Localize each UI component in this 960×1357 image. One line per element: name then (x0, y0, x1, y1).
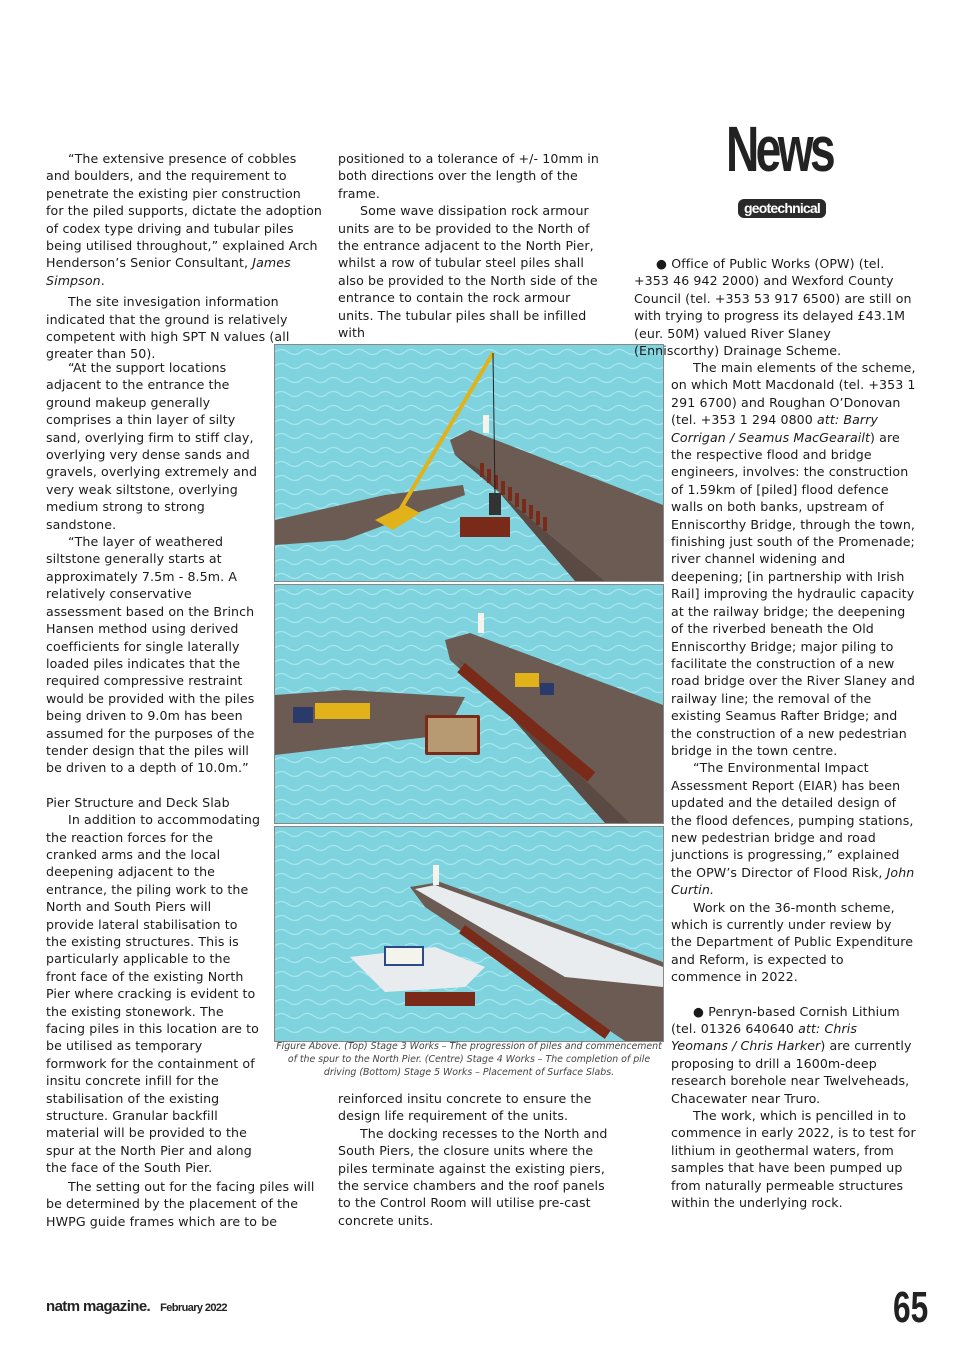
paragraph: The docking recesses to the North and South Piers, the closure units where the piles terminate against the existing piers, the service chambers and the roof panels to the Control Room will utilise pre-cast concrete units. (338, 1125, 608, 1228)
paragraph: positioned to a tolerance of +/- 10mm in both directions over the length of the frame. (338, 151, 599, 201)
section-title: News (726, 113, 832, 185)
paragraph: The site invesigation information indicated that the ground is relatively competent with high SPT N values (all greater than 50). (46, 294, 290, 362)
column-1-wrap (46, 359, 264, 1177)
bullet-item: ● Penryn-based Cornish Lithium (tel. 01326 640640 att: Chris Yeomans / Chris Harker) are currently proposing to drill a 1600m-deep research borehole near Twelveheads, Chacewater near Truro. (671, 1003, 912, 1106)
person-name: John Curtin. (671, 864, 915, 898)
bullet-icon: ● (656, 256, 668, 271)
paragraph: In addition to accommodating the reaction forces for the cranked arms and the local deepening adjacent to the entrance, the piling work to the North and South Piers will provide lateral stabilisation to the existing structures. This is particularly applicable to the front face of the existing North Pier where cracking is evident to the existing stonework. The facing piles in this location are to be utilised as temporary formwork for the containment of insitu concrete infill for the stabilisation of the existing structure. Granular backfill material will be provided to the spur at the North Pier and along the face of the South Pier. (46, 812, 261, 1176)
stage-5-image (274, 826, 664, 1042)
bullet-icon: ● (693, 1003, 705, 1019)
footer-masthead (46, 1298, 227, 1315)
issue-date: February 2022 (160, 1302, 227, 1314)
stage-3-image (274, 344, 664, 582)
column-1-top (46, 150, 322, 363)
bullet-item: ● Office of Public Works (OPW) (tel. +353 46 942 2000) and Wexford County Council (tel. +353 53 917 6500) are still on with trying to progress its delayed £43.1M (eur. 50M) valued River Slaney (Enniscorthy) Drainage Scheme. (634, 256, 912, 359)
stage-4-image (274, 584, 664, 824)
paragraph: The main elements of the scheme, on which Mott Macdonald (tel. +353 1 291 6700) and Roughan O’Donovan (tel. +353 1 294 0800 att: Barry Corrigan / Seamus MacGearailt) are the respective flood and bridge engineers, involves: the construction of 1.59km of [piled] flood defence walls on both banks, upstream of Enniscorthy Bridge, through the town, finishing just south of the Promenade; river channel widening and deepening; [in partnership with Irish Rail] improving the hydraulic capacity at the railway bridge; the deepening of the riverbed beneath the Old Enniscorthy Bridge; major piling to facilitate the construction of a new road bridge over the River Slaney and railway line; the removal of the existing Seamus Rafter Bridge; and the construction of a new pedestrian bridge in the town centre. (671, 360, 916, 758)
paragraph: reinforced insitu concrete to ensure the design life requirement of the units. (338, 1091, 592, 1124)
figure-piling-stages (274, 344, 664, 1044)
column-2-top (338, 150, 610, 341)
column-1-bottom (46, 1178, 318, 1230)
paragraph: “The extensive presence of cobbles and boulders, and the requirement to penetrate the existing pier construction for the piled supports, dictate the adoption of codex type driving and tubular piles being utilised throughout,” explained Arch Henderson’s Senior Consultant, James Simpson. (46, 151, 323, 288)
paragraph: The setting out for the facing piles will be determined by the placement of the HWPG guide frames which are to be (46, 1179, 315, 1229)
page-number: 65 (893, 1283, 929, 1332)
figure-caption: Figure Above. (Top) Stage 3 Works – The progression of piles and commencement of the spur to the North Pier. (Centre) Stage 4 Works – The completion of pile driving (Bottom) Stage 5 Works – Placement of Surface Slabs. (276, 1041, 662, 1078)
magazine-name: natm magazine. (46, 1298, 151, 1315)
paragraph: The work, which is pencilled in to commence in early 2022, is to test for lithium in geothermal waters, from samples that have been pumped up from naturally permeable structures within the underlying rock. (671, 1108, 916, 1211)
column-3-top (634, 255, 916, 359)
category-badge: geotechnical (738, 199, 826, 218)
paragraph: “The Environmental Impact Assessment Report (EIAR) has been updated and the detailed design of the flood defences, pumping stations, new pedestrian bridge and road junctions is progressing,” explained the OPW’s Director of Flood Risk, John Curtin. (671, 760, 915, 898)
paragraph: Work on the 36-month scheme, which is currently under review by the Department of Public Expenditure and Reform, is expected to commence in 2022. (671, 899, 914, 985)
person-name: James Simpson (46, 255, 291, 288)
column-2-bottom (338, 1090, 610, 1229)
paragraph: Some wave dissipation rock armour units are to be provided to the North of the entrance adjacent to the North Pier, whilst a row of tubular steel piles shall also be provided to the North side of the entrance to contain the rock armour units. The tubular piles shall be infilled with (338, 203, 598, 341)
paragraph: “The layer of weathered siltstone generally starts at approximately 7.5m - 8.5m. A relatively conservative assessment based on the Brinch Hansen method using derived coefficients for single laterally loaded piles indicates that the required compressive restraint would be provided with the piles being driven to 9.0m has been assumed for the purposes of the tender design that the piles will be driven to a depth of 10.0m.” (46, 534, 255, 776)
column-3-wrap (671, 359, 916, 1212)
paragraph: “At the support locations adjacent to the entrance the ground makeup generally comprises a thin layer of silty sand, overlying firm to stiff clay, overlying very dense sands and gravels, overlying extremely and very weak siltstone, overlying medium strong to strong sandstone. (46, 360, 258, 532)
subheading: Pier Structure and Deck Slab (46, 794, 230, 810)
